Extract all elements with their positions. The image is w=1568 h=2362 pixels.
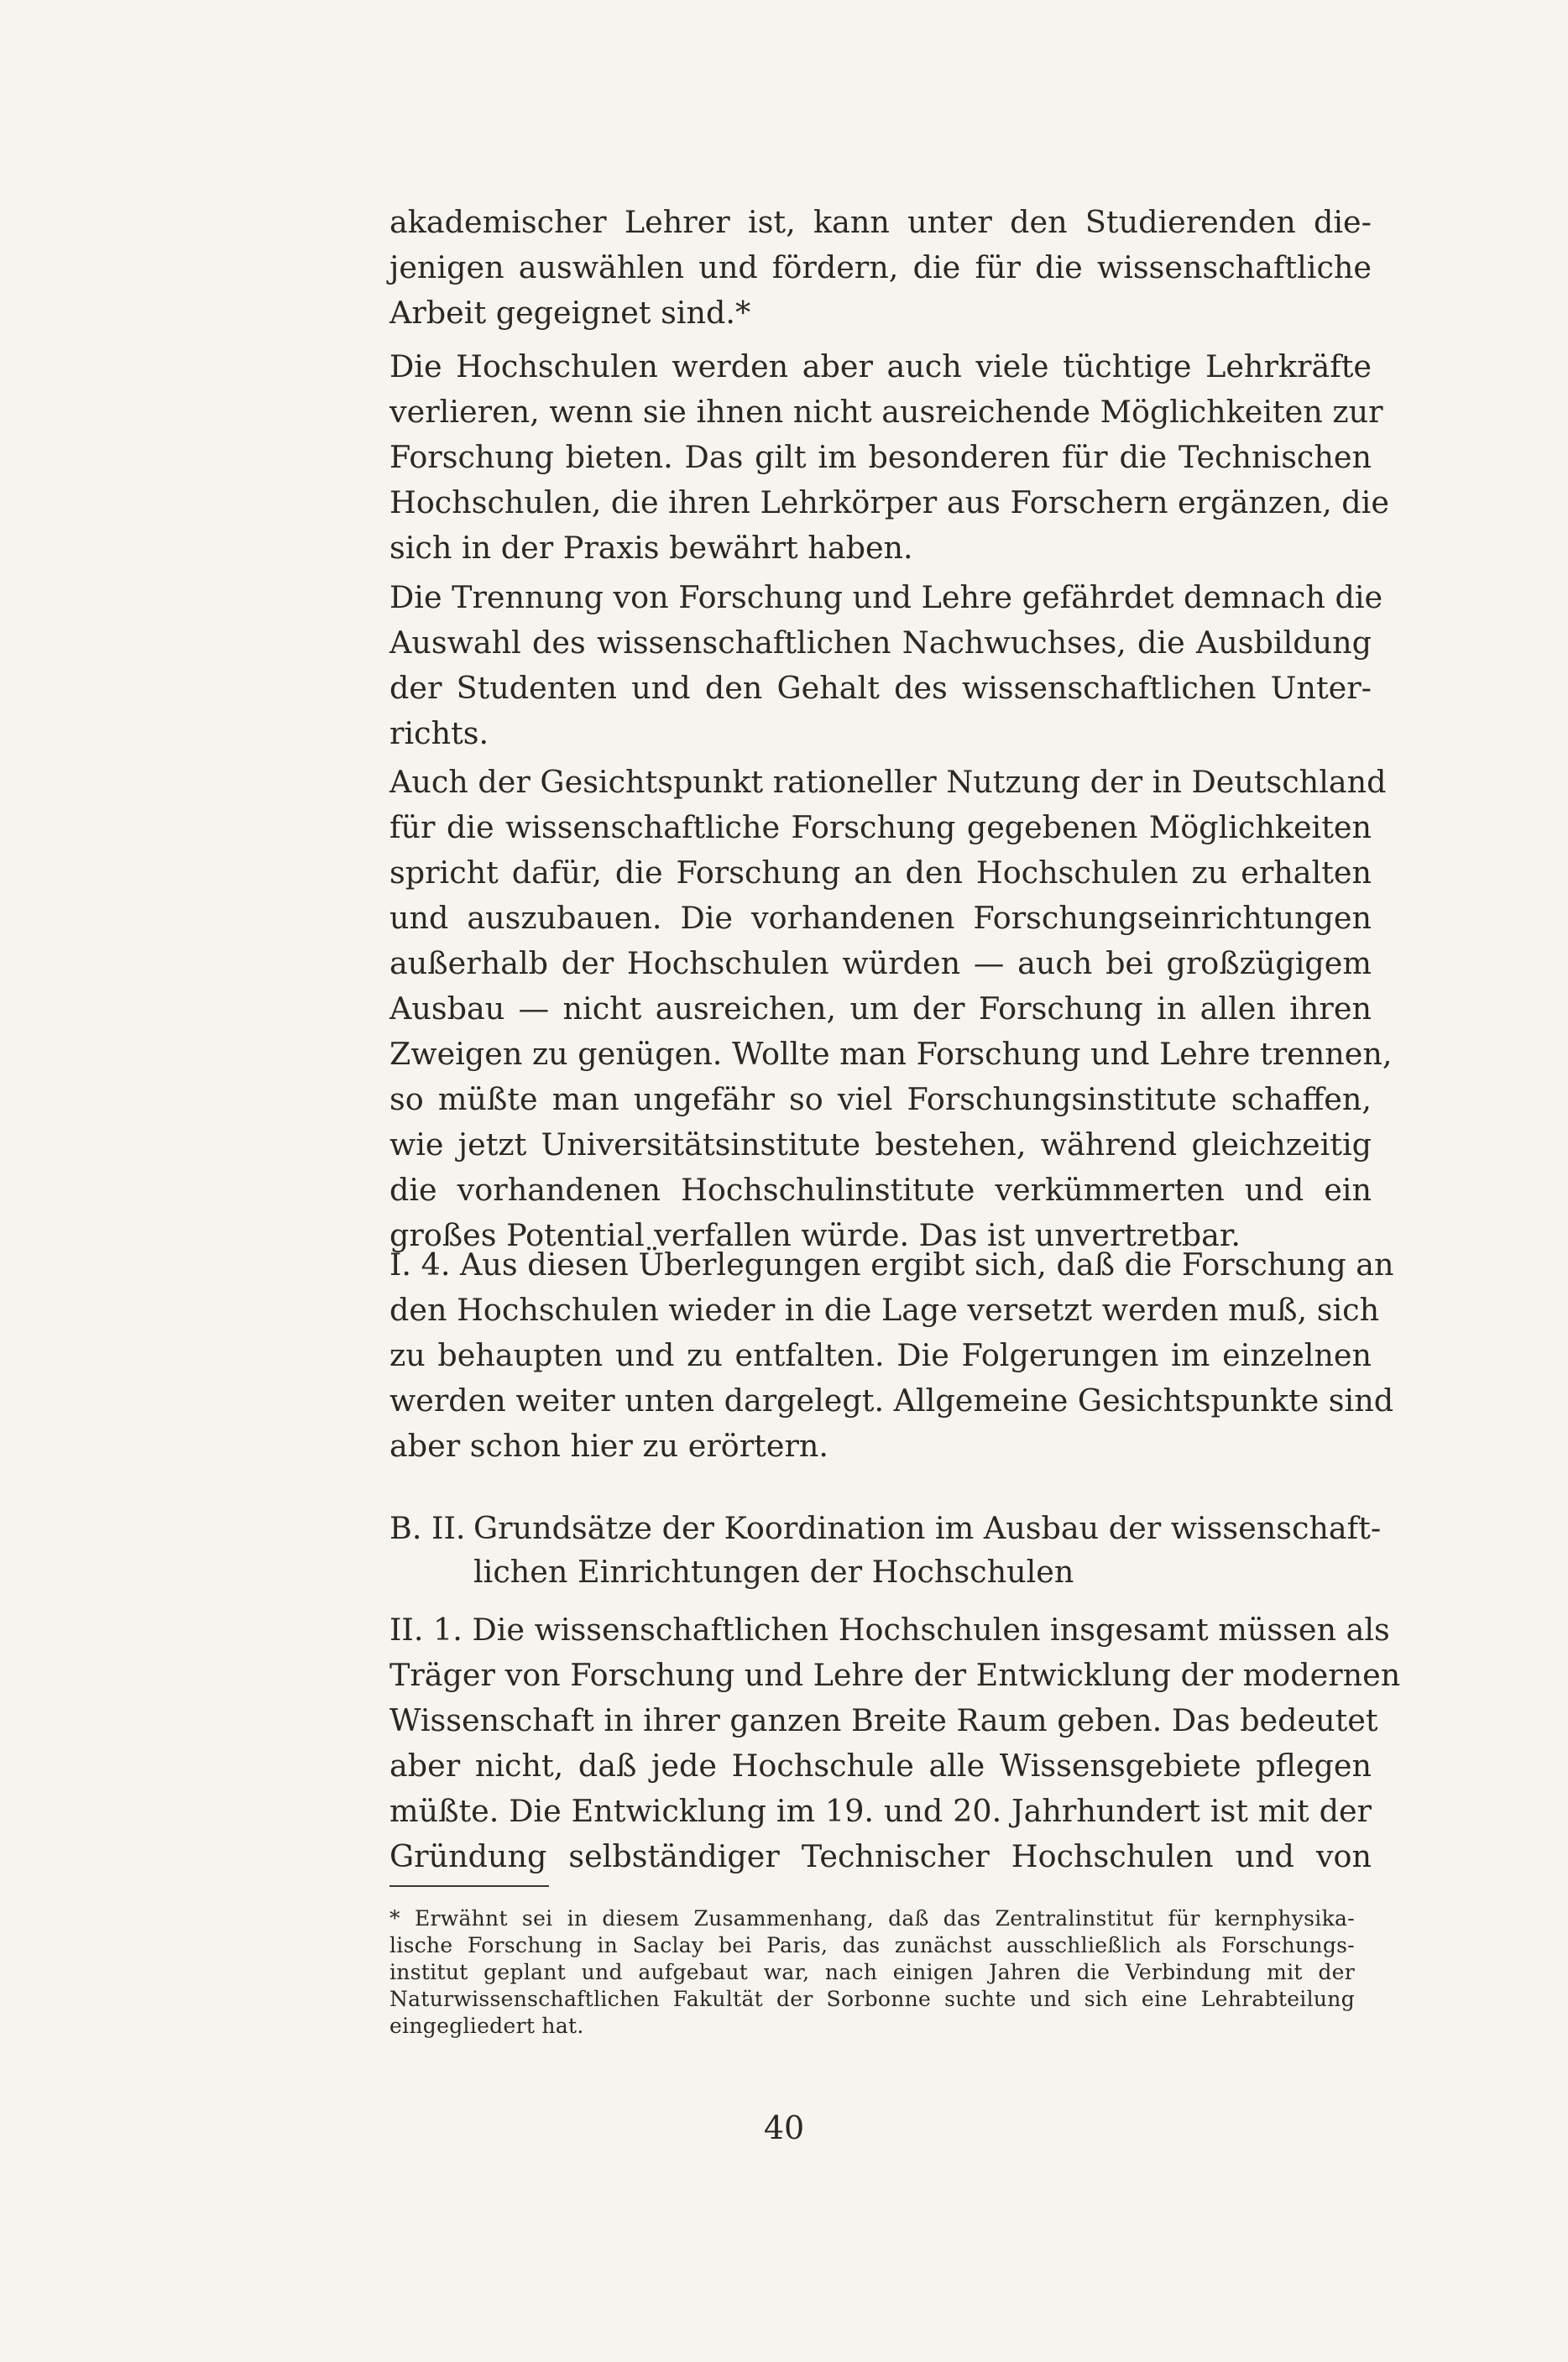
text-line: so müßte man ungefähr so viel Forschungsinstitute schaffen, [389, 1081, 1372, 1117]
text-line: akademischer Lehrer ist, kann unter den Studierenden die- [389, 204, 1372, 240]
paragraph-losing-teachers [389, 344, 1389, 571]
text-line: sich in der Praxis bewährt haben. [389, 530, 913, 566]
text-line: wie jetzt Universitätsinstitute bestehen, während gleichzeitig [389, 1126, 1372, 1163]
paragraph-section-i-4 [389, 1242, 1394, 1469]
text-line: müßte. Die Entwicklung im 19. und 20. Jahrhundert ist mit der [389, 1793, 1372, 1829]
text-line: Wissenschaft in ihrer ganzen Breite Raum geben. Das bedeutet [389, 1702, 1378, 1738]
text-line: außerhalb der Hochschulen würden — auch bei großzügigem [389, 945, 1372, 981]
text-line: Die Hochschulen werden aber auch viele tüchtige Lehrkräfte [389, 348, 1372, 384]
text-line: Träger von Forschung und Lehre der Entwicklung der modernen [389, 1657, 1401, 1693]
paragraph-section-ii-1 [389, 1607, 1401, 1879]
text-line: aber schon hier zu erörtern. [389, 1428, 829, 1464]
text-line: Grundsätze der Koordination im Ausbau der wissenschaft- [473, 1510, 1382, 1546]
text-line: und auszubauen. Die vorhandenen Forschungseinrichtungen [389, 900, 1372, 936]
section-title [473, 1507, 1382, 1594]
footnote-divider [389, 1885, 549, 1887]
text-line: II. 1. Die wissenschaftlichen Hochschulen insgesamt müssen als [389, 1612, 1390, 1648]
text-line: der Studenten und den Gehalt des wissenschaftlichen Unter- [389, 670, 1372, 706]
footnote-line: institut geplant und aufgebaut war, nach einigen Jahren die Verbindung mit der [389, 1960, 1355, 1984]
text-line: richts. [389, 715, 489, 751]
text-line: Auswahl des wissenschaftlichen Nachwuchses, die Ausbildung [389, 624, 1372, 661]
text-line: Hochschulen, die ihren Lehrkörper aus Forschern ergänzen, die [389, 484, 1389, 520]
paragraph-rational-use [389, 760, 1393, 1258]
footnote-line: eingegliedert hat. [389, 2014, 584, 2038]
paragraph-separation-risks [389, 575, 1383, 756]
footnote-line: lische Forschung in Saclay bei Paris, das zunächst ausschließlich als Forschungs- [389, 1933, 1355, 1957]
footnote-line: * Erwähnt sei in diesem Zusammenhang, daß das Zentralinstitut für kernphysika- [389, 1906, 1355, 1931]
text-line: aber nicht, daß jede Hochschule alle Wissensgebiete pflegen [389, 1748, 1372, 1784]
text-line: Zweigen zu genügen. Wollte man Forschung und Lehre trennen, [389, 1036, 1393, 1072]
text-line: Gründung selbständiger Technischer Hochschulen und von [389, 1838, 1372, 1874]
text-line: I. 4. Aus diesen Überlegungen ergibt sich, daß die Forschung an [389, 1246, 1394, 1283]
text-line: für die wissenschaftliche Forschung gegebenen Möglichkeiten [389, 809, 1372, 845]
text-line: lichen Einrichtungen der Hochschulen [473, 1554, 1074, 1590]
text-line: zu behaupten und zu entfalten. Die Folgerungen im einzelnen [389, 1337, 1372, 1373]
text-line: jenigen auswählen und fördern, die für die wissenschaftliche [389, 249, 1372, 285]
text-line: spricht dafür, die Forschung an den Hochschulen zu erhalten [389, 854, 1372, 891]
footnote-line: Naturwissenschaftlichen Fakultät der Sorbonne suchte und sich eine Lehrabteilung [389, 1987, 1355, 2011]
text-line: Forschung bieten. Das gilt im besonderen für die Technischen [389, 439, 1372, 475]
page-number: 40 [763, 2109, 805, 2146]
section-number: B. II. [389, 1510, 466, 1546]
text-line: verlieren, wenn sie ihnen nicht ausreichende Möglichkeiten zur [389, 394, 1383, 430]
text-line: den Hochschulen wieder in die Lage versetzt werden muß, sich [389, 1292, 1380, 1328]
text-line: die vorhandenen Hochschulinstitute verkümmerten und ein [389, 1172, 1372, 1208]
text-line: Ausbau — nicht ausreichen, um der Forschung in allen ihren [389, 990, 1372, 1027]
text-line: Auch der Gesichtspunkt rationeller Nutzung der in Deutschland [389, 764, 1387, 800]
paragraph-selection-of-students [389, 200, 1372, 336]
text-line: Arbeit gegeignet sind.* [389, 295, 751, 331]
text-line: großes Potential verfallen würde. Das ist unvertretbar. [389, 1217, 1241, 1253]
footnote [389, 1905, 1355, 2040]
text-line: werden weiter unten dargelegt. Allgemeine Gesichtspunkte sind [389, 1382, 1394, 1419]
text-line: Die Trennung von Forschung und Lehre gefährdet demnach die [389, 579, 1383, 615]
